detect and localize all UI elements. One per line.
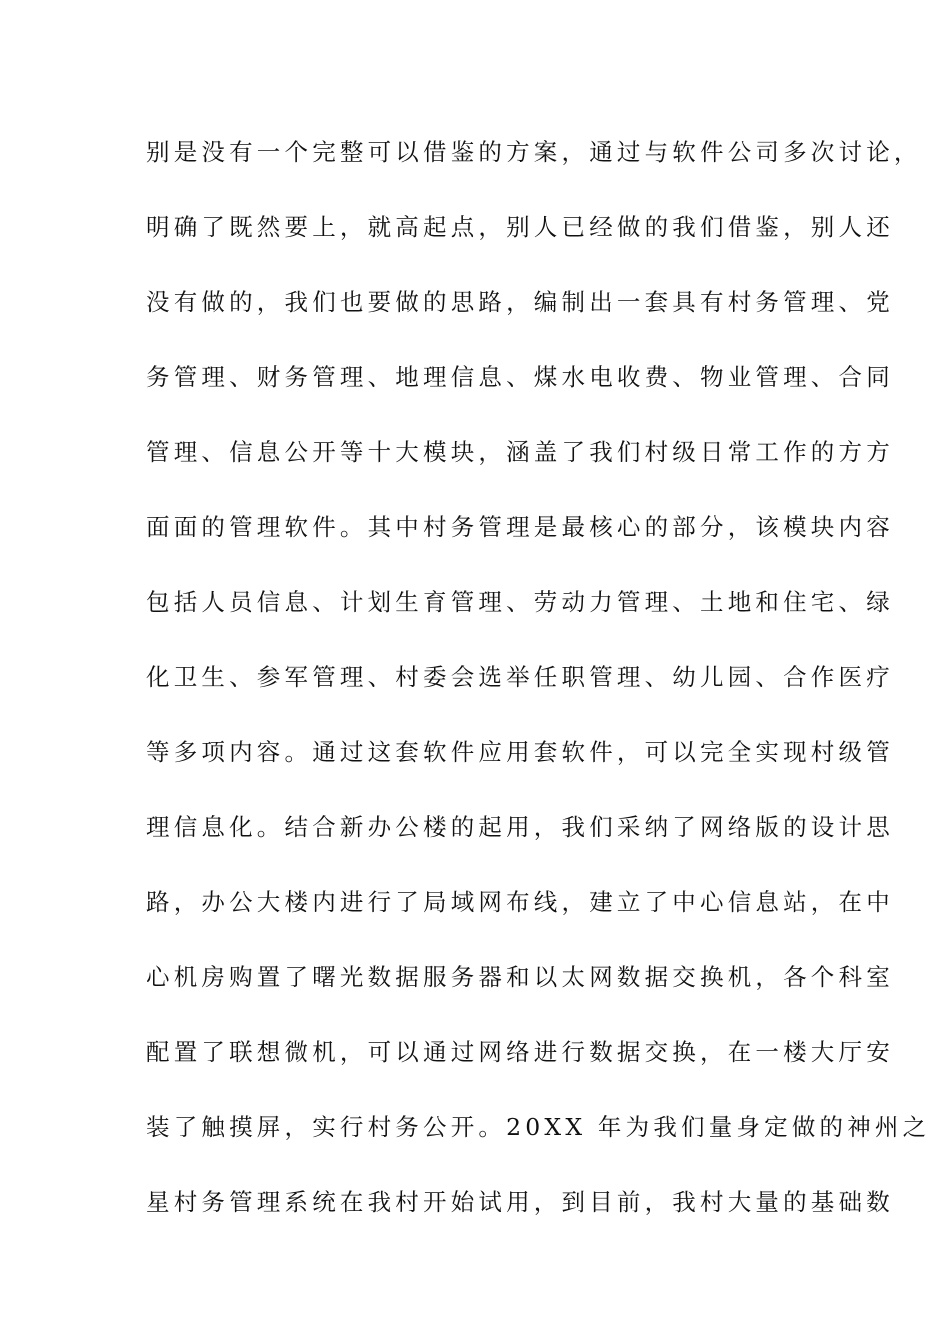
text-line: 面面的管理软件。其中村务管理是最核心的部分，该模块内容: [146, 513, 894, 541]
text-line: 等多项内容。通过这套软件应用套软件，可以完全实现村级管: [146, 738, 894, 766]
text-line: 路，办公大楼内进行了局域网布线，建立了中心信息站，在中: [146, 888, 894, 916]
text-line: 包括人员信息、计划生育管理、劳动力管理、土地和住宅、绿: [146, 588, 894, 616]
text-line: 理信息化。结合新办公楼的起用，我们采纳了网络版的设计思: [146, 813, 894, 841]
text-line: 务管理、财务管理、地理信息、煤水电收费、物业管理、合同: [146, 363, 894, 391]
text-line: 管理、信息公开等十大模块，涵盖了我们村级日常工作的方方: [146, 438, 894, 466]
text-line: 别是没有一个完整可以借鉴的方案，通过与软件公司多次讨论，: [146, 138, 922, 166]
text-line: 配置了联想微机，可以通过网络进行数据交换，在一楼大厅安: [146, 1038, 894, 1066]
body-text: [146, 128, 931, 1253]
text-line: 没有做的，我们也要做的思路，编制出一套具有村务管理、党: [146, 288, 894, 316]
text-line: 化卫生、参军管理、村委会选举任职管理、幼儿园、合作医疗: [146, 663, 894, 691]
text-line: 装了触摸屏，实行村务公开。20XX 年为我们量身定做的神州之: [146, 1113, 931, 1141]
text-line: 心机房购置了曙光数据服务器和以太网数据交换机，各个科室: [146, 963, 894, 991]
text-line: 明确了既然要上，就高起点，别人已经做的我们借鉴，别人还: [146, 213, 894, 241]
text-line: 星村务管理系统在我村开始试用，到目前，我村大量的基础数: [146, 1188, 894, 1216]
